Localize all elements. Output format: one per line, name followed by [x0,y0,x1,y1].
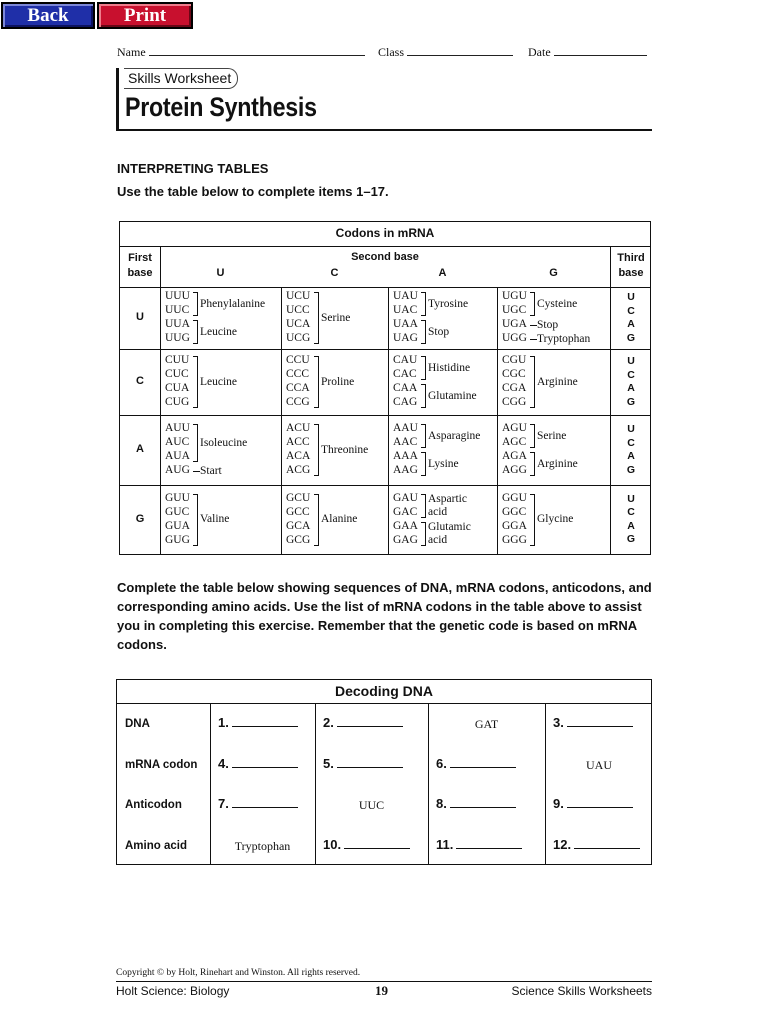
amino-acid-label: Glycine [537,513,574,525]
item-number: 3. [553,715,564,731]
third-base-letter-c: C [627,506,635,518]
bracket [421,320,426,344]
answer-line[interactable] [450,798,516,808]
codon-uau: UAU [393,290,418,302]
codon-ccu: CCU [286,354,310,366]
third-base-header: Third base [617,252,645,279]
codon-gaa: GAA [393,519,418,532]
title-divider [120,246,650,247]
second-base-letter-a: A [438,267,447,279]
second-base-letter-g: G [549,267,558,279]
class-label: Class [378,45,405,59]
codon-uca: UCA [286,318,311,330]
codon-aac: AAC [393,436,418,448]
codon-ugu: UGU [502,290,527,302]
page-number: 19 [375,983,388,998]
answer-line[interactable] [567,798,633,808]
date-line [554,44,647,56]
skills-worksheet-tab: Skills Worksheet [124,68,238,89]
third-base-letter-a: A [627,318,635,330]
third-base-letter-c: C [627,368,635,381]
answer-line[interactable] [450,758,516,768]
bracket [421,522,426,546]
third-base-letter-g: G [626,395,636,408]
bracket [530,494,535,546]
codon-ucu: UCU [286,290,311,302]
codon-cuu: CUU [165,354,190,366]
second-base-letter-c: C [330,267,339,279]
bracket [421,356,426,380]
bracket [314,292,319,344]
codon-acu: ACU [286,422,311,434]
answer-line[interactable] [344,839,410,849]
codon-aau: AAU [393,422,418,434]
bracket [314,424,319,476]
codon-cau: CAU [393,354,418,366]
answer-blank[interactable] [436,756,516,771]
decoding-row-label: Amino acid [125,839,187,852]
given-value: GAT [474,717,499,732]
codon-ggg: GGG [502,533,527,546]
footer-book-title: Holt Science: Biology [116,984,230,998]
col-divider [497,287,498,554]
bracket [421,384,426,408]
amino-acid-label: Alanine [321,513,358,525]
decoding-dna-table [116,679,652,865]
third-base-letter-g: G [626,331,636,344]
second-base-letter-u: U [216,267,225,279]
first-base-letter-u: U [136,311,144,323]
answer-blank[interactable] [553,715,633,730]
footer-series-title: Science Skills Worksheets [511,984,652,998]
third-base-letter-u: U [627,492,635,505]
bracket [530,292,535,316]
answer-line[interactable] [337,717,403,727]
back-button[interactable]: Back [1,2,95,29]
codon-uug: UUG [165,332,190,344]
answer-line[interactable] [567,717,633,727]
answer-line[interactable] [574,839,640,849]
given-value: UUC [358,798,385,813]
print-button[interactable]: Print [97,2,193,29]
amino-acid-label: Arginine [537,457,578,470]
codon-cgc: CGC [502,368,526,380]
title-block [116,68,652,131]
first-base-letter-g: G [135,512,145,525]
codon-ucg: UCG [286,332,311,344]
col-divider [388,287,389,554]
third-base-letter-a: A [627,450,635,462]
amino-acid-label: Arginine [537,375,578,388]
decoding-col-divider [545,704,546,864]
codon-gcc: GCC [286,505,310,518]
date-label: Date [528,45,551,59]
amino-acid-label: Stop [537,318,559,331]
third-base-letter-g: G [626,533,636,545]
bracket [193,356,198,408]
codon-cac: CAC [393,368,417,380]
decoding-table-title: Decoding DNA [117,680,651,704]
answer-blank[interactable] [323,715,403,730]
name-field[interactable] [117,44,365,60]
bracket [193,494,198,546]
class-field[interactable] [378,44,513,60]
codon-agc: AGC [502,436,527,448]
amino-acid-label: Leucine [200,325,238,338]
codon-agu: AGU [502,422,527,434]
amino-acid-label: Tyrosine [428,297,469,310]
item-number: 6. [436,755,447,771]
amino-acid-label: Stop [428,325,450,338]
codon-uuc: UUC [165,304,190,316]
bracket [193,320,198,344]
bracket [193,292,198,316]
codon-caa: CAA [393,382,418,394]
amino-acid-label: Proline [321,375,355,388]
header-divider [120,287,650,288]
bracket [421,424,426,448]
codon-table [119,221,651,555]
codon-cua: CUA [165,382,190,394]
codon-gga: GGA [502,519,527,532]
instruction-text: Use the table below to complete items 1–17. [117,184,389,199]
answer-blank[interactable] [218,796,298,811]
amino-acid-label: Isoleucine [200,436,248,449]
first-base-header: First base [127,252,153,279]
codon-ccc: CCC [286,368,310,380]
first-base-letter-a: A [136,443,144,455]
bracket [421,494,426,518]
amino-acid-label: Serine [537,429,567,442]
third-base-letter-u: U [627,291,635,303]
item-number: 10. [323,836,342,852]
codon-gcu: GCU [286,491,311,504]
codon-ugc: UGC [502,304,527,316]
item-number: 2. [323,715,334,731]
item-number: 8. [436,796,447,812]
col-divider [160,246,161,554]
bracket [530,452,535,476]
bracket-dash [530,339,537,340]
codon-aaa: AAA [393,450,418,462]
answer-blank[interactable] [323,837,410,852]
codon-cgu: CGU [502,354,527,366]
name-line [149,44,365,56]
codon-gac: GAC [393,505,418,518]
amino-acid-label: Histidine [428,361,471,374]
row-divider [120,349,650,350]
col-divider [281,287,282,554]
amino-acid-label: Lysine [428,457,459,470]
instruction-paragraph: Complete the table below showing sequences of DNA, mRNA codons, anticodons, and corresponding amino acids. Use the list of mRNA codons in the table above to assist you in completing this exercise. Remember that the genetic code is based on mRNA codons. [117,580,652,652]
answer-line[interactable] [232,717,298,727]
bracket [421,292,426,316]
decoding-row-label: DNA [125,718,150,731]
codon-gua: GUA [165,519,190,532]
amino-acid-label: Tryptophan [537,332,591,345]
codon-ggu: GGU [502,491,527,504]
item-number: 1. [218,715,229,731]
codon-aag: AAG [393,464,418,476]
codon-uuu: UUU [165,290,190,302]
codon-gcg: GCG [286,533,311,546]
third-base-letter-u: U [627,355,635,367]
amino-acid-label: Leucine [200,375,238,388]
footer-divider [116,981,652,982]
bracket [314,356,319,408]
codon-cca: CCA [286,382,310,394]
second-base-header: Second base [351,251,419,263]
codon-auc: AUC [165,436,190,448]
answer-blank[interactable] [218,715,298,730]
answer-blank[interactable] [436,837,522,852]
answer-line[interactable] [337,758,403,768]
codon-aua: AUA [165,450,190,462]
bracket [421,452,426,476]
codon-acg: ACG [286,464,311,476]
bracket [314,494,319,546]
codon-gca: GCA [286,519,311,532]
codon-uag: UAG [393,332,418,344]
codon-auu: AUU [165,422,190,434]
answer-line[interactable] [232,798,298,808]
amino-acid-label: Valine [200,513,230,525]
bracket [193,424,198,462]
codon-gag: GAG [393,533,418,546]
amino-acid-label: Phenylalanine [200,297,266,310]
answer-blank[interactable] [553,796,633,811]
decoding-row-label: Anticodon [125,799,182,812]
bracket-dash [530,325,537,326]
name-label: Name [117,45,146,59]
codon-guu: GUU [165,491,190,504]
item-number: 4. [218,755,229,771]
codon-acc: ACC [286,436,310,448]
third-base-letter-c: C [627,436,635,449]
answer-blank[interactable] [218,756,298,771]
bracket [530,424,535,448]
third-base-letter-a: A [627,382,635,394]
item-number: 5. [323,755,334,771]
third-base-letter-a: A [627,519,635,532]
third-base-letter-c: C [627,304,635,317]
item-number: 12. [553,836,572,852]
codon-aug: AUG [165,464,190,476]
decoding-row-label: mRNA codon [125,758,198,771]
codon-gau: GAU [393,491,418,504]
row-divider [120,415,650,416]
codon-ggc: GGC [502,505,527,518]
first-base-letter-c: C [136,375,144,387]
bracket [530,356,535,408]
answer-line[interactable] [232,758,298,768]
codon-cug: CUG [165,396,190,408]
amino-acid-label: Start [200,464,222,477]
row-divider [120,485,650,486]
amino-acid-label: Cysteine [537,297,578,310]
copyright-notice: Copyright © by Holt, Rinehart and Winston. All rights reserved. [116,968,361,978]
codon-ucc: UCC [286,304,310,316]
codon-guc: GUC [165,505,190,518]
codon-uaa: UAA [393,318,418,330]
item-number: 9. [553,796,564,812]
answer-blank[interactable] [323,756,403,771]
third-base-letter-u: U [627,423,635,435]
bracket-dash [193,471,200,472]
item-number: 7. [218,796,229,812]
codon-ugg: UGG [502,332,527,344]
date-field[interactable] [528,44,647,60]
codon-table-title: Codons in mRNA [335,226,435,240]
codon-gug: GUG [165,533,190,546]
amino-acid-label: Aspartic acid [428,492,467,518]
codon-uga: UGA [502,318,527,330]
codon-uac: UAC [393,304,418,316]
class-line [407,44,513,56]
given-value: UAU [586,757,612,772]
section-heading: INTERPRETING TABLES [117,161,269,176]
codon-uua: UUA [165,318,190,330]
codon-aca: ACA [286,450,311,462]
amino-acid-label: Glutamine [428,389,477,402]
codon-ccg: CCG [286,396,310,408]
given-value: Tryptophan [234,838,291,853]
codon-agg: AGG [502,464,527,476]
codon-cuc: CUC [165,368,189,380]
codon-cga: CGA [502,382,527,394]
page-title: Protein Synthesis [125,92,317,122]
decoding-col-divider [315,704,316,864]
codon-cgg: CGG [502,396,527,408]
amino-acid-label: Glutamic acid [428,520,471,546]
amino-acid-label: Threonine [321,443,369,456]
amino-acid-label: Asparagine [428,429,481,442]
codon-aga: AGA [502,450,527,462]
item-number: 11. [436,836,454,852]
answer-blank[interactable] [553,837,640,852]
codon-cag: CAG [393,396,418,408]
answer-blank[interactable] [436,796,516,811]
amino-acid-label: Serine [321,311,351,324]
third-base-letter-g: G [626,463,636,476]
answer-line[interactable] [456,839,522,849]
